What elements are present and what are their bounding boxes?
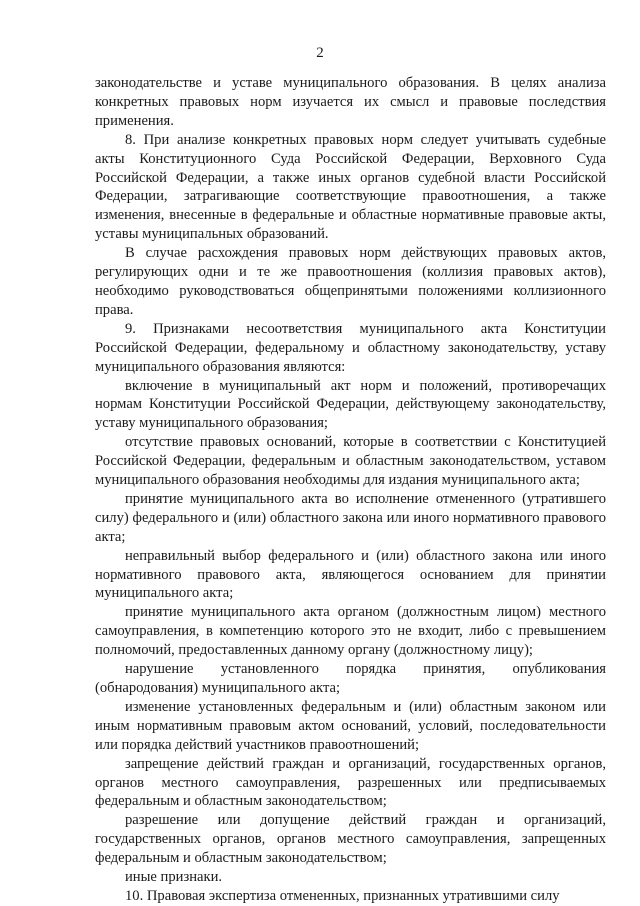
paragraph-continuation: законодательстве и уставе муниципального образования. В целях анализа конкретных правовых норм изучается их смысл и правовые последствия применения. [95,75,606,129]
list-item: нарушение установленного порядка принятия, опубликования (обнародования) муниципального акта; [95,661,606,696]
list-item: изменение установленных федеральным и (или) областным законом или иным нормативным правовым актом оснований, условий, последовательности или порядка действий участников правоотношений; [95,698,606,753]
document-body [95,74,606,906]
paragraph-item-10: 10. Правовая экспертиза отмененных, признанных утратившими силу [125,887,560,904]
list-item: отсутствие правовых оснований, которые в соответствии с Конституцией Российской Федерации, федеральным и областным законодательством, уставом муниципального образования необходимы для издания муниципального акта; [95,434,606,489]
list-item: запрещение действий граждан и организаций, государственных органов, органов местного самоуправления, разрешенных или предписываемых федеральным и областным законодательством; [95,755,606,810]
page-number: 2 [316,45,324,61]
list-item: включение в муниципальный акт норм и положений, противоречащих нормам Конституции Российской Федерации, действующему законодательству, уставу муниципального образования; [95,377,606,432]
list-item: неправильный выбор федерального и (или) областного закона или иного нормативного правового акта, являющегося основанием для принятии муниципального акта; [95,547,606,602]
list-item: принятие муниципального акта во исполнение отмененного (утратившего силу) федерального и (или) областного закона или иного нормативного правового акта; [95,490,606,545]
paragraph-collision: В случае расхождения правовых норм действующих правовых актов, регулирующих одни и те же правоотношения (коллизия правовых актов), необходимо руководствоваться общепринятыми положениями коллизионного права. [95,245,606,318]
paragraph-item-8: 8. При анализе конкретных правовых норм следует учитывать судебные акты Конституционного Суда Российской Федерации, Верховного Суда Российской Федерации, а также иных органов судебной власти Российской Федерации, затрагивающие соответствующие правоотношения, а также изменения, внесенные в федеральные и областные нормативные правовые акты, уставы муниципальных образований. [95,131,606,243]
list-item: принятие муниципального акта органом (должностным лицом) местного самоуправления, в компетенцию которого это не входит, либо с превышением полномочий, предоставленных данному органу (должностному лицу); [95,604,606,659]
paragraph-item-9: 9. Признаками несоответствия муниципального акта Конституции Российской Федерации, федеральному и областному законодательству, уставу муниципального образования являются: [95,320,606,375]
list-item: разрешение или допущение действий граждан и организаций, государственных органов, органов местного самоуправления, запрещенных федеральным и областным законодательством; [95,812,606,867]
list-item: иные признаки. [125,869,223,886]
